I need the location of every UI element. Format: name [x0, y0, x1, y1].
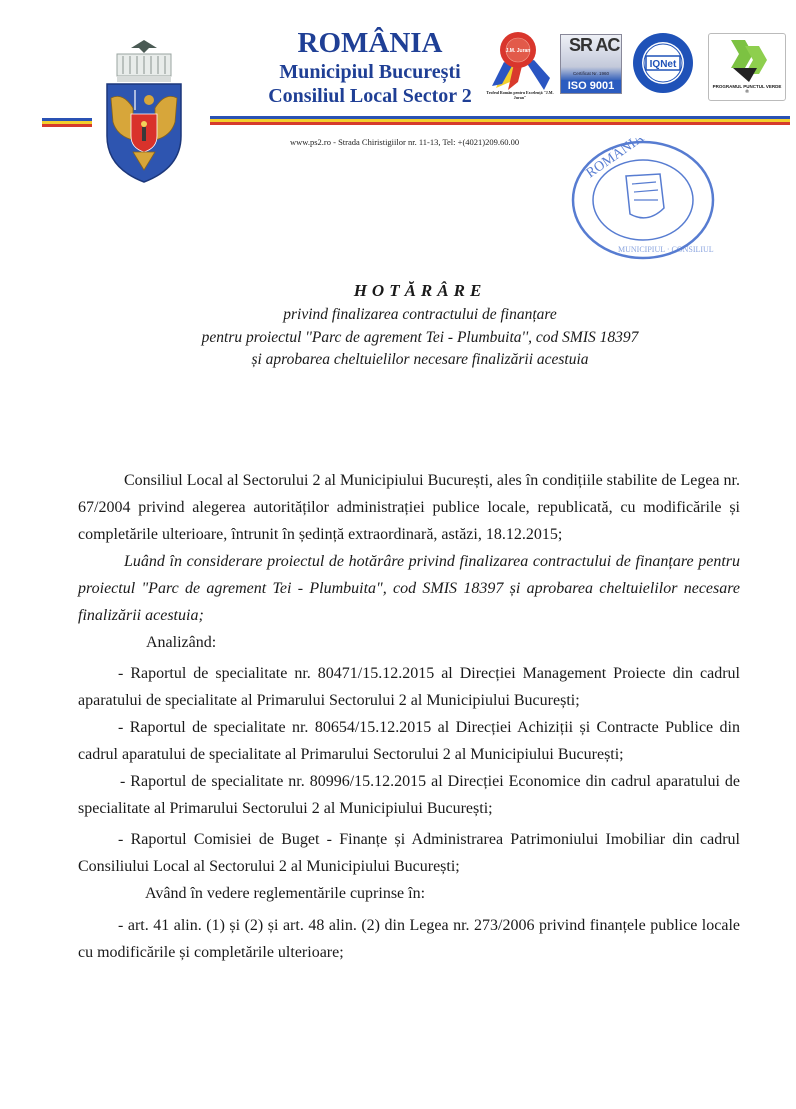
report-item: - Raportul de specialitate nr. 80654/15.12.2015 al Direcției Achiziții și Contracte Publice din cadrul aparatului de specialitate al Primarului Sectorului 2 al Municipiului București; — [78, 719, 740, 763]
regulations-label: Având în vedere reglementările cuprinse în: — [145, 885, 426, 902]
punctul-verde-logo — [708, 33, 786, 101]
regulation-item: - art. 41 alin. (1) și (2) și art. 48 alin. (2) din Legea nr. 273/2006 privind finanțele publice locale cu modificările și completările ulterioare; — [78, 917, 740, 961]
flag-stripe-right — [210, 116, 790, 125]
header-title-block — [255, 26, 485, 108]
punctul-verde-caption: PROGRAMUL PUNCTUL VERDE ® — [712, 84, 782, 94]
juran-label: J.M. Juran — [505, 48, 531, 54]
juran-award-caption: Trofeul Român pentru Excelență "J.M. Juran" — [486, 90, 554, 100]
iqnet-certified-logo — [632, 32, 694, 94]
subtitle-line-1: privind finalizarea contractului de finanțare — [283, 306, 557, 323]
flag-stripe-left — [42, 118, 92, 127]
preamble-paragraph: Consiliul Local al Sectorului 2 al Municipiului București, ales în condițiile stabilite de Legea nr. 67/2004 privind alegerea autorităților administrației publice locale, republicată, cu modificările și completările ulterioare, întrunit în ședință extraordinară, astăzi, 18.12.2015; — [78, 472, 740, 543]
svg-text:MUNICIPIUL · CONSILIUL: MUNICIPIUL · CONSILIUL — [618, 245, 714, 254]
iqnet-label: IQNet — [649, 59, 677, 70]
document-title: HOTĂRÂRE — [353, 281, 487, 300]
country-name: ROMÂNIA — [297, 27, 443, 59]
contact-line: www.ps2.ro - Strada Chiristigiilor nr. 11-13, Tel: +(4021)209.60.00 — [290, 137, 520, 147]
iso-9001-label: ISO 9001 — [561, 80, 621, 93]
official-stamp — [568, 138, 718, 263]
analyzing-label: Analizând: — [146, 634, 217, 651]
report-item: - Raportul de specialitate nr. 80996/15.12.2015 al Direcției Economice din cadrul aparatului de specialitate al Primarului Sectorului 2 al Municipiului București; — [78, 773, 740, 817]
srac-mark: SR AC — [569, 35, 620, 55]
stamp-country-text: ROMÂNIA — [583, 138, 648, 182]
srac-certificate-number: Certificat Nr. 1960 — [572, 71, 609, 76]
coat-of-arms-bucharest-logo — [103, 36, 185, 186]
report-item: - Raportul Comisiei de Buget - Finanțe și Administrarea Patrimoniului Imobiliar din cadrul Consiliului Local al Sectorului 2 al Municipiului București; — [78, 831, 740, 875]
srac-iso-9001-logo — [560, 34, 622, 94]
report-item: - Raportul de specialitate nr. 80471/15.12.2015 al Direcției Management Proiecte din cadrul aparatului de specialitate al Primarului Sectorului 2 al Municipiului București; — [78, 665, 740, 709]
municipality-name: Municipiul București — [279, 61, 461, 83]
subtitle-line-2: pentru proiectul ''Parc de agrement Tei - Plumbuita'', cod SMIS 18397 — [201, 329, 639, 346]
subtitle-line-3: și aprobarea cheltuielilor necesare finalizării acestuia — [251, 351, 589, 368]
considering-paragraph: Luând în considerare proiectul de hotărâre privind finalizarea contractului de finanțare pentru proiectul "Parc de agrement Tei - Plumbuita", cod SMIS 18397 și aprobarea cheltuielilor necesare finalizării acestuia; — [78, 553, 740, 624]
council-name: Consiliul Local Sector 2 — [268, 85, 472, 107]
